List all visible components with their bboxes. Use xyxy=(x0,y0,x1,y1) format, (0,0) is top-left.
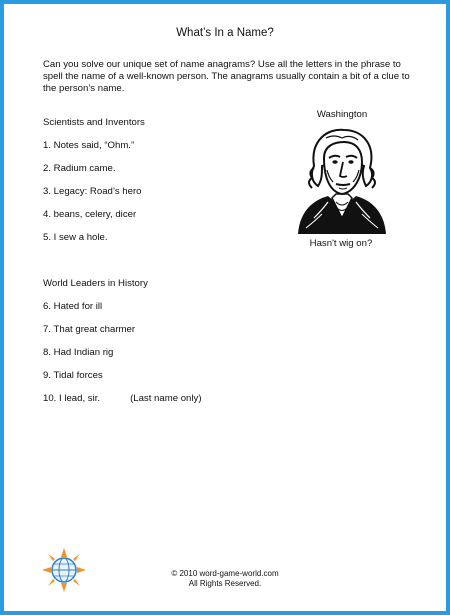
clue-item: 8. Had Indian rig xyxy=(43,347,114,358)
clue-item: 1. Notes said, “Ohm.” xyxy=(43,140,135,151)
rights-line: All Rights Reserved. xyxy=(188,579,262,588)
copyright-footer xyxy=(4,569,446,589)
clue-item: 9. Tidal forces xyxy=(43,370,103,381)
clue-text: 10. I lead, sir. xyxy=(43,393,101,404)
clue-item: 3. Legacy: Road’s hero xyxy=(43,186,142,197)
section-heading-scientists: Scientists and Inventors xyxy=(43,117,145,128)
picture-top-caption: Washington xyxy=(316,109,368,120)
clue-note: (Last name only) xyxy=(130,393,202,404)
clue-item: 2. Radium came. xyxy=(43,163,116,174)
washington-portrait-icon xyxy=(292,122,392,234)
clue-item: 4. beans, celery, dicer xyxy=(43,209,137,220)
intro-paragraph: Can you solve our unique set of name anagrams? Use all the letters in the phrase to spell the name of a well-known person. The anagrams usually contain a bit of a clue to the person’s name. xyxy=(43,59,410,94)
picture-bottom-caption: Hasn't wig on? xyxy=(309,238,373,249)
clue-item-with-note xyxy=(43,393,202,404)
copyright-line: © 2010 word-game-world.com xyxy=(171,569,279,578)
clue-item: 6. Hated for ill xyxy=(43,301,103,312)
section-heading-world-leaders: World Leaders in History xyxy=(43,278,148,289)
page-title: What’s In a Name? xyxy=(176,27,274,39)
clue-item: 5. I sew a hole. xyxy=(43,232,108,243)
clue-item: 7. That great charmer xyxy=(43,324,136,335)
